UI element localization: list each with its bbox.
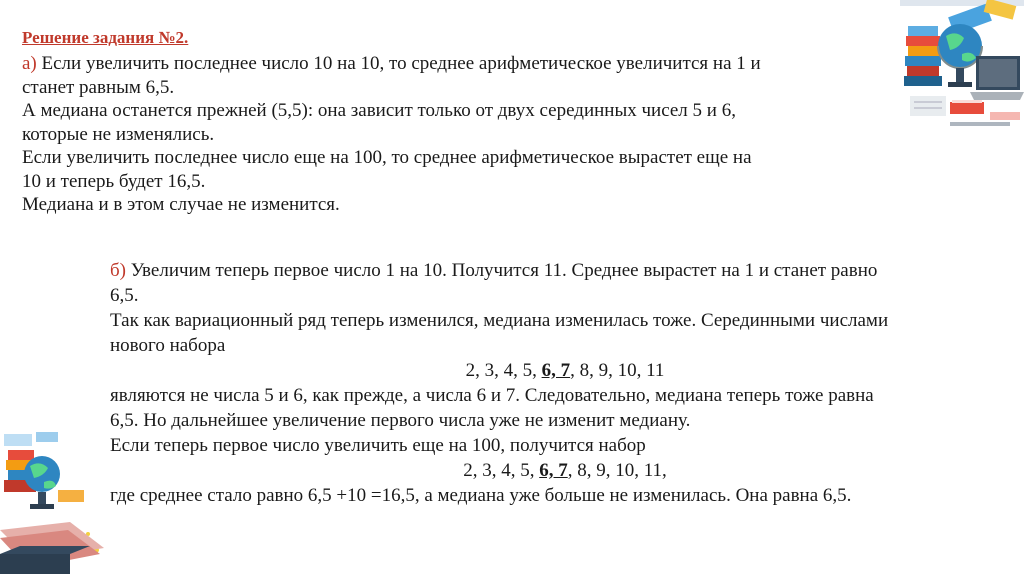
part-b-marker: б) [110, 260, 126, 281]
number-series-1: 2, 3, 4, 5, 6, 7, 8, 9, 10, 11 [465, 360, 665, 381]
part-b-line-4: нового набора [110, 335, 226, 356]
part-b-line-3: Так как вариационный ряд теперь изменился, медиана изменилась тоже. Серединными числами [110, 310, 889, 331]
solution-part-b [110, 258, 990, 508]
part-b-line-1: б) Увеличим теперь первое число 1 на 10. Получится 11. Среднее вырастет на 1 и станет равно [110, 260, 878, 281]
series-1-middle-numbers: 6, 7 [541, 360, 571, 381]
books-globe-laptop-icon [890, 0, 1024, 150]
solution-part-a [22, 52, 882, 217]
books-globe-icon [0, 430, 105, 574]
part-a-line-2: станет равным 6,5. [22, 76, 175, 98]
part-b-line-6: 6,5. Но дальнейшее увеличение первого числа уже не изменит медиану. [110, 410, 691, 431]
part-a-line-5: Если увеличить последнее число еще на 100, то среднее арифметическое вырастет еще на [22, 147, 752, 168]
part-a-line-1: а) Если увеличить последнее число 10 на 10, то среднее арифметическое увеличится на 1 и [22, 53, 761, 74]
part-a-marker: а) [22, 53, 37, 74]
page-title: Решение задания №2. [22, 28, 189, 47]
part-b-line-7: Если теперь первое число увеличить еще на 100, получится набор [110, 435, 646, 456]
part-a-line-3: А медиана останется прежней (5,5): она зависит только от двух серединных чисел 5 и 6, [22, 100, 736, 121]
part-a-line-4: которые не изменялись. [22, 123, 215, 145]
part-b-line-5: являются не числа 5 и 6, как прежде, а числа 6 и 7. Следовательно, медиана теперь тоже равна [110, 385, 874, 406]
part-a-line-7: Медиана и в этом случае не изменится. [22, 194, 340, 215]
series-2-middle-numbers: 6, 7 [539, 460, 568, 481]
part-b-line-8: где среднее стало равно 6,5 +10 =16,5, а медиана уже больше не изменилась. Она равна 6,5. [110, 485, 852, 506]
part-a-line-6: 10 и теперь будет 16,5. [22, 170, 206, 192]
number-series-2: 2, 3, 4, 5, 6, 7, 8, 9, 10, 11, [463, 460, 667, 481]
part-b-line-2: 6,5. [110, 285, 139, 306]
